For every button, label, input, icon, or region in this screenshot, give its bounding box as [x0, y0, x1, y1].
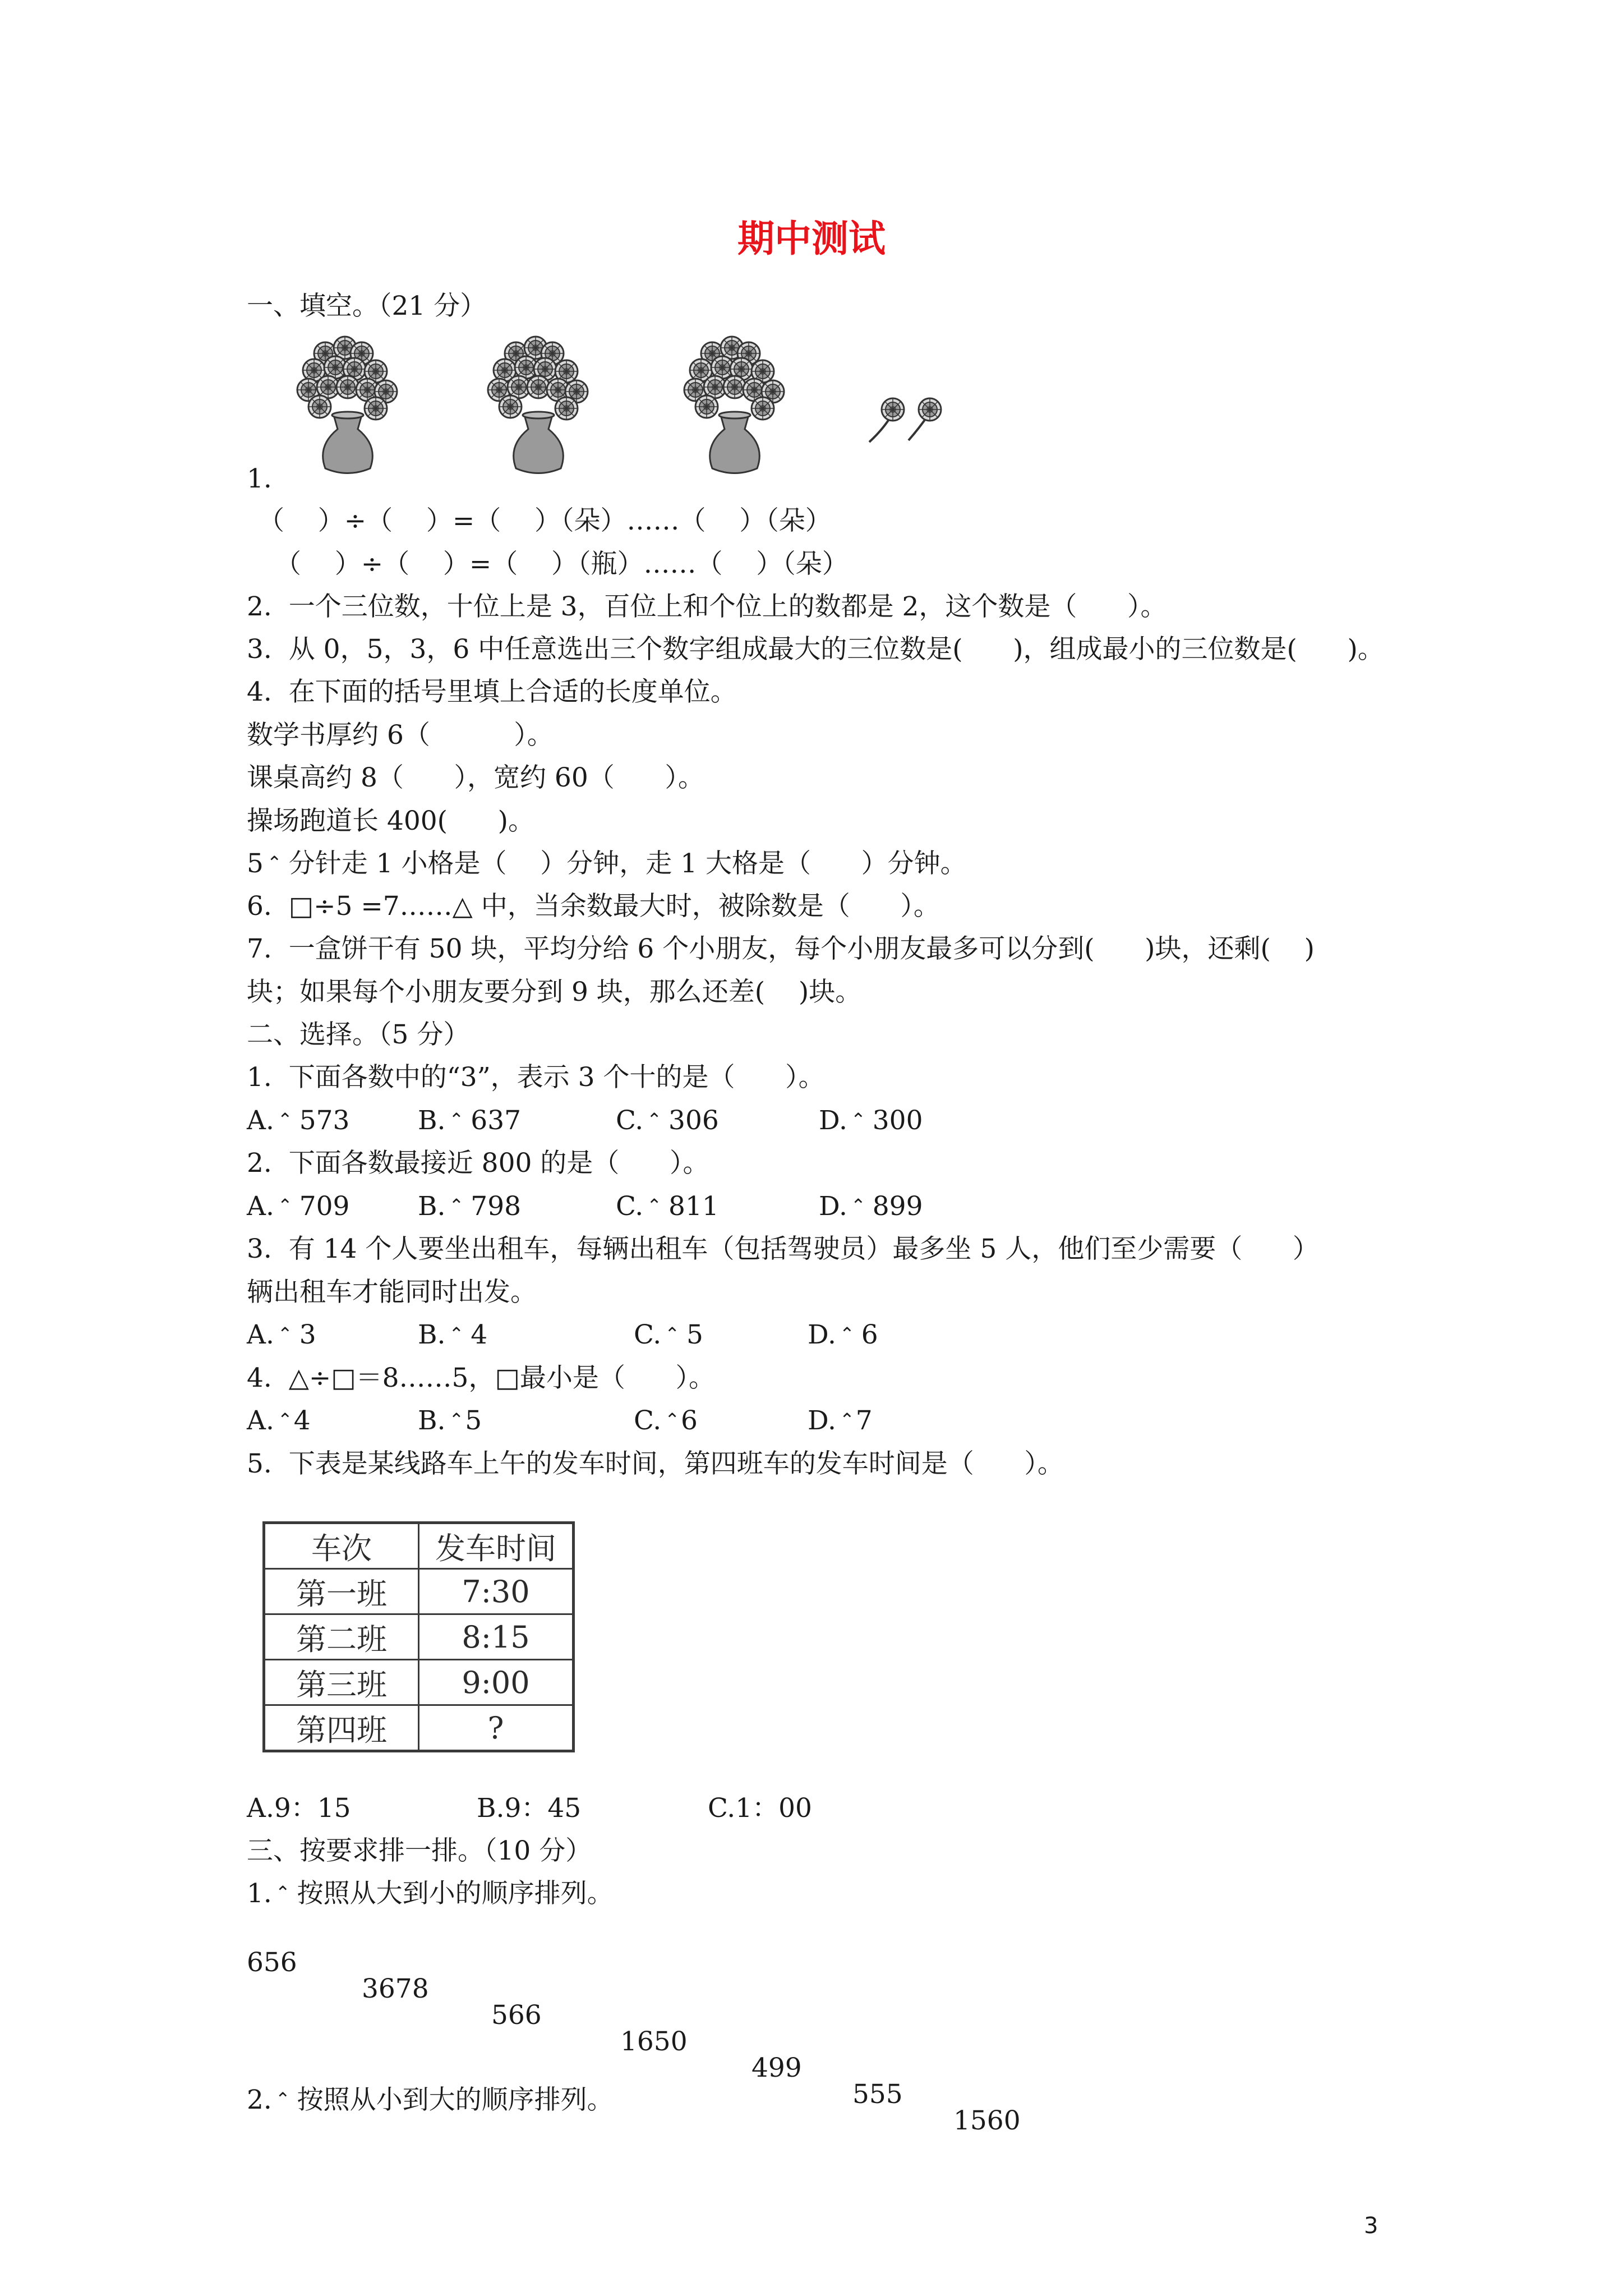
- sort-q1-text: [247, 1880, 614, 1907]
- choice-q3-line2: 辆出租车才能同时出发。: [247, 1277, 537, 1308]
- option-letter: C.: [634, 1405, 662, 1436]
- option-value: 899: [872, 1191, 923, 1222]
- choice-option[interactable]: [418, 1319, 488, 1350]
- choice-option[interactable]: [634, 1407, 698, 1434]
- vase-with-flowers-icon: [684, 337, 784, 473]
- choice-q1-text: 1. 下面各数中的“3”，表示 3 个十的是（ ）。: [247, 1062, 825, 1093]
- caret-up-icon: ⌃: [647, 1109, 662, 1130]
- choice-option[interactable]: [247, 1193, 349, 1220]
- table-row: [264, 1569, 574, 1614]
- q4-text: 4. 在下面的括号里填上合适的长度单位。: [247, 677, 737, 707]
- caret-up-icon: ⌃: [449, 1109, 464, 1130]
- option-value: 798: [471, 1191, 522, 1222]
- number-item: 3678: [362, 1973, 429, 2004]
- number-item: 566: [491, 2000, 542, 2031]
- choice-option[interactable]: [418, 1107, 521, 1134]
- q1-line1: （ ）÷（ ）=（ ）（朵）……（ ）（朵）: [258, 505, 832, 536]
- choice-option[interactable]: [819, 1107, 923, 1134]
- table-header-row: [264, 1523, 574, 1569]
- q3-text: 3. 从 0，5，3，6 中任意选出三个数字组成最大的三位数是( )，组成最小的三位数是( )。: [247, 634, 1384, 665]
- choice-q2-text: 2. 下面各数最接近 800 的是（ ）。: [247, 1148, 709, 1179]
- sort-q1-body: 按照从大到小的顺序排列。: [297, 1878, 614, 1909]
- q5-number: 5: [247, 848, 264, 879]
- q4-c-text: 操场跑道长 400( )。: [247, 806, 534, 836]
- choice-option[interactable]: [808, 1319, 878, 1350]
- option-letter: A.: [247, 1405, 274, 1436]
- option-letter: D.: [808, 1319, 836, 1350]
- option-value: 811: [668, 1191, 719, 1222]
- table-header-cell: 车次: [264, 1523, 419, 1569]
- q4-a-text: 数学书厚约 6（ ）。: [247, 720, 554, 751]
- q7-line1: 7. 一盒饼干有 50 块，平均分给 6 个小朋友，每个小朋友最多可以分到( )块，还剩( ): [247, 933, 1315, 964]
- caret-up-icon: ⌃: [647, 1195, 662, 1216]
- option-letter: A.: [247, 1191, 274, 1222]
- option-letter: D.: [819, 1105, 847, 1136]
- caret-up-icon: ⌃: [266, 852, 282, 873]
- vase-with-flowers-icon: [297, 337, 397, 473]
- option-value: 5: [686, 1319, 703, 1350]
- caret-up-icon: ⌃: [449, 1195, 464, 1216]
- sort-q2-text: [247, 2087, 614, 2113]
- choice-q5-text: 5. 下表是某线路车上午的发车时间，第四班车的发车时间是（ ）。: [247, 1448, 1064, 1479]
- q1-number: 1.: [247, 463, 272, 494]
- option-letter: A.: [247, 1105, 274, 1136]
- caret-up-icon: ⌃: [275, 1882, 291, 1903]
- schedule-table: [262, 1521, 575, 1752]
- choice-option[interactable]: [418, 1407, 482, 1434]
- option-value: 7: [855, 1405, 873, 1436]
- single-flower-icon: [869, 398, 904, 442]
- number-item: 499: [751, 2053, 802, 2083]
- table-cell: 第四班: [264, 1705, 419, 1751]
- table-cell: ?: [419, 1705, 574, 1751]
- option-letter: B.: [418, 1319, 446, 1350]
- table-row: [264, 1705, 574, 1751]
- choice-option[interactable]: [808, 1407, 873, 1434]
- number-item: 555: [852, 2079, 903, 2110]
- table-cell: 第一班: [264, 1569, 419, 1614]
- caret-up-icon: ⌃: [275, 2088, 291, 2110]
- choice-option[interactable]: [247, 1319, 316, 1350]
- option-value: 6: [681, 1405, 698, 1436]
- option-value: 709: [299, 1191, 350, 1222]
- option-letter: C.: [616, 1105, 644, 1136]
- choice-option[interactable]: [634, 1319, 703, 1350]
- caret-up-icon: ⌃: [277, 1109, 293, 1130]
- caret-up-icon: ⌃: [277, 1409, 293, 1430]
- table-row: [264, 1660, 574, 1705]
- option-value: 5: [465, 1405, 482, 1436]
- option-letter: D.: [808, 1405, 836, 1436]
- caret-up-icon: ⌃: [277, 1195, 293, 1216]
- option-value: 4: [293, 1405, 311, 1436]
- option-value: 306: [668, 1105, 719, 1136]
- q2-text: 2. 一个三位数，十位上是 3，百位上和个位上的数都是 2，这个数是（ ）。: [247, 591, 1167, 622]
- option-letter: A.: [247, 1319, 274, 1350]
- choice-q5-option-c: C.1：00: [708, 1793, 812, 1824]
- choice-q5-option-b: B.9：45: [477, 1793, 582, 1824]
- number-item: 1560: [953, 2105, 1021, 2136]
- choice-q4-text: 4. △÷□＝8……5，□最小是（ ）。: [247, 1363, 716, 1393]
- q5-text: [247, 850, 967, 877]
- caret-up-icon: ⌃: [277, 1323, 293, 1345]
- q1-line2: （ ）÷（ ）=（ ）（瓶）……（ ）（朵）: [275, 549, 849, 579]
- table-row: [264, 1614, 574, 1660]
- caret-up-icon: ⌃: [839, 1409, 855, 1430]
- choice-option[interactable]: [616, 1193, 719, 1220]
- choice-option[interactable]: [819, 1193, 923, 1220]
- choice-q3-line1: 3. 有 14 个人要坐出租车，每辆出租车（包括驾驶员）最多坐 5 人，他们至少需要（ ）: [247, 1234, 1319, 1264]
- option-letter: D.: [819, 1191, 847, 1222]
- choice-option[interactable]: [418, 1193, 521, 1220]
- table-cell: 第二班: [264, 1614, 419, 1660]
- choice-option[interactable]: [247, 1407, 311, 1434]
- q4-b-text: 课桌高约 8（ ），宽约 60（ ）。: [247, 762, 704, 793]
- section3-heading: 三、按要求排一排。（10 分）: [247, 1835, 592, 1866]
- choice-option[interactable]: [247, 1107, 349, 1134]
- caret-up-icon: ⌃: [850, 1195, 866, 1216]
- choice-option[interactable]: [616, 1107, 719, 1134]
- caret-up-icon: ⌃: [449, 1323, 464, 1345]
- caret-up-icon: ⌃: [850, 1109, 866, 1130]
- flowers-illustration: [292, 331, 993, 480]
- option-value: 6: [861, 1319, 878, 1350]
- q6-text: 6. □÷5 =7……△ 中，当余数最大时，被除数是（ ）。: [247, 891, 940, 922]
- option-letter: B.: [418, 1191, 446, 1222]
- section2-heading: 二、选择。（5 分）: [247, 1019, 470, 1050]
- option-letter: C.: [634, 1319, 662, 1350]
- q5-body: 分针走 1 小格是（ ）分钟，走 1 大格是（ ）分钟。: [288, 848, 967, 879]
- option-letter: B.: [418, 1105, 446, 1136]
- caret-up-icon: ⌃: [665, 1409, 680, 1430]
- option-value: 3: [299, 1319, 316, 1350]
- q7-line2: 块；如果每个小朋友要分到 9 块，那么还差( )块。: [247, 977, 862, 1007]
- page-number: 3: [1364, 2213, 1378, 2239]
- option-value: 637: [471, 1105, 522, 1136]
- number-item: 1650: [620, 2026, 688, 2057]
- caret-up-icon: ⌃: [449, 1409, 464, 1430]
- page-title: 期中测试: [737, 217, 886, 260]
- vase-with-flowers-icon: [488, 337, 588, 473]
- option-value: 300: [872, 1105, 923, 1136]
- choice-q5-option-a: A.9：15: [247, 1793, 351, 1824]
- single-flower-icon: [909, 398, 941, 440]
- table-header-cell: 发车时间: [419, 1523, 574, 1569]
- caret-up-icon: ⌃: [665, 1323, 680, 1345]
- table-cell: 9:00: [419, 1660, 574, 1705]
- table-cell: 7:30: [419, 1569, 574, 1614]
- section1-heading: 一、填空。（21 分）: [247, 291, 487, 321]
- option-value: 4: [471, 1319, 488, 1350]
- option-letter: C.: [616, 1191, 644, 1222]
- number-item: 656: [247, 1947, 297, 1978]
- sort-q2-number: 2.: [247, 2085, 272, 2115]
- table-cell: 第三班: [264, 1660, 419, 1705]
- caret-up-icon: ⌃: [839, 1323, 855, 1345]
- option-letter: B.: [418, 1405, 446, 1436]
- table-cell: 8:15: [419, 1614, 574, 1660]
- sort-q1-number: 1.: [247, 1878, 272, 1909]
- option-value: 573: [299, 1105, 350, 1136]
- sort-q2-body: 按照从小到大的顺序排列。: [297, 2085, 614, 2115]
